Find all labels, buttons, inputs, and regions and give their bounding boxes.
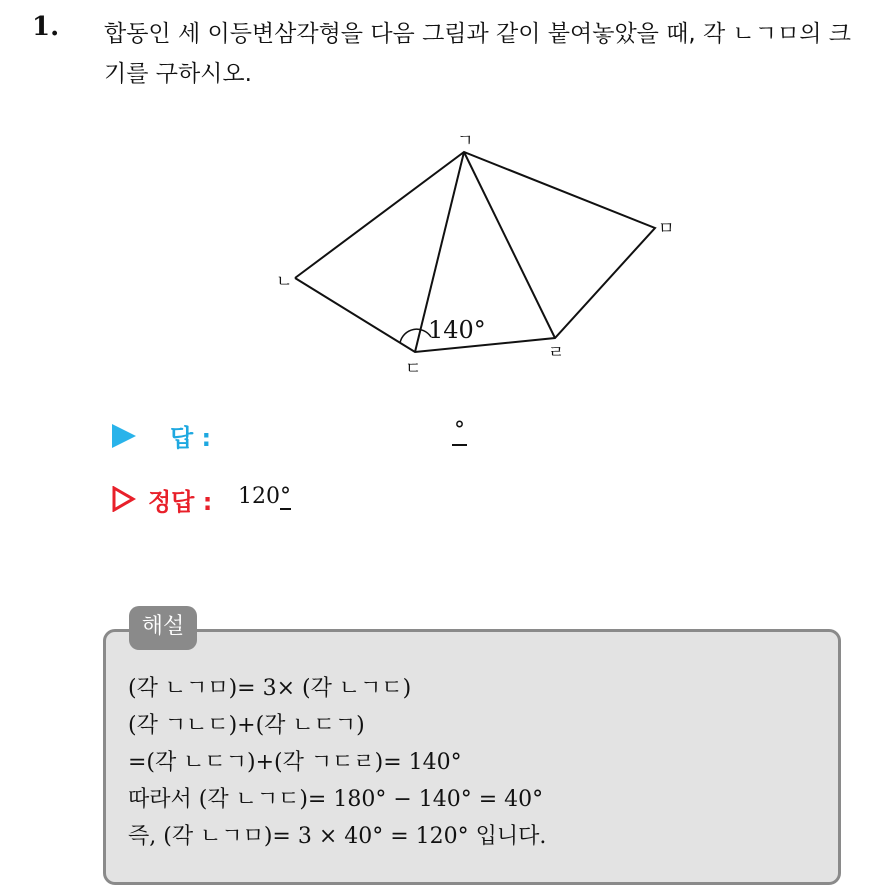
vertex-label-bottom: ㄷ — [405, 359, 422, 375]
answer-label: 답 : — [170, 424, 212, 452]
vertex-label-top: ㄱ — [457, 131, 474, 151]
correct-answer-label: 정답 : — [148, 488, 213, 516]
question-text: 합동인 세 이등변삼각형을 다음 그림과 같이 붙여놓았을 때, 각 ㄴㄱㅁ의 크기를 구하시오. — [104, 21, 851, 87]
explanation-lines — [128, 670, 546, 855]
correct-answer-value: 120 — [238, 484, 280, 509]
correct-answer-unit: ° — [280, 484, 291, 509]
figure-svg — [260, 130, 680, 375]
angle-label: 140° — [428, 316, 486, 344]
answer-row — [108, 418, 508, 454]
correct-answer-value-wrap — [238, 484, 291, 510]
answer-input[interactable]: ° — [452, 418, 467, 446]
vertex-label-left: ㄴ — [276, 272, 293, 292]
explanation-line: (각 ㄴㄱㅁ)= 3× (각 ㄴㄱㄷ) — [128, 676, 412, 701]
vertex-label-right: ㅁ — [658, 219, 675, 239]
explanation-line: 따라서 (각 ㄴㄱㄷ)= 180° − 140° = 40° — [128, 787, 544, 812]
geometry-figure — [260, 130, 680, 375]
question-number: 1. — [32, 12, 60, 42]
explanation-line: (각 ㄱㄴㄷ)+(각 ㄴㄷㄱ) — [128, 713, 365, 738]
outline-triangle-icon — [112, 486, 136, 512]
explanation-box — [103, 629, 841, 885]
segment-ad — [464, 152, 555, 338]
correct-answer-row — [108, 482, 508, 518]
angle-arc — [400, 329, 431, 343]
explanation-tab: 해설 — [129, 606, 197, 650]
explanation-line: 즉, (각 ㄴㄱㅁ)= 3 × 40° = 120° 입니다. — [128, 824, 547, 849]
play-triangle-icon — [112, 424, 136, 448]
vertex-label-bottom-right: ㄹ — [548, 343, 565, 363]
explanation-line: =(각 ㄴㄷㄱ)+(각 ㄱㄷㄹ)= 140° — [128, 750, 462, 775]
